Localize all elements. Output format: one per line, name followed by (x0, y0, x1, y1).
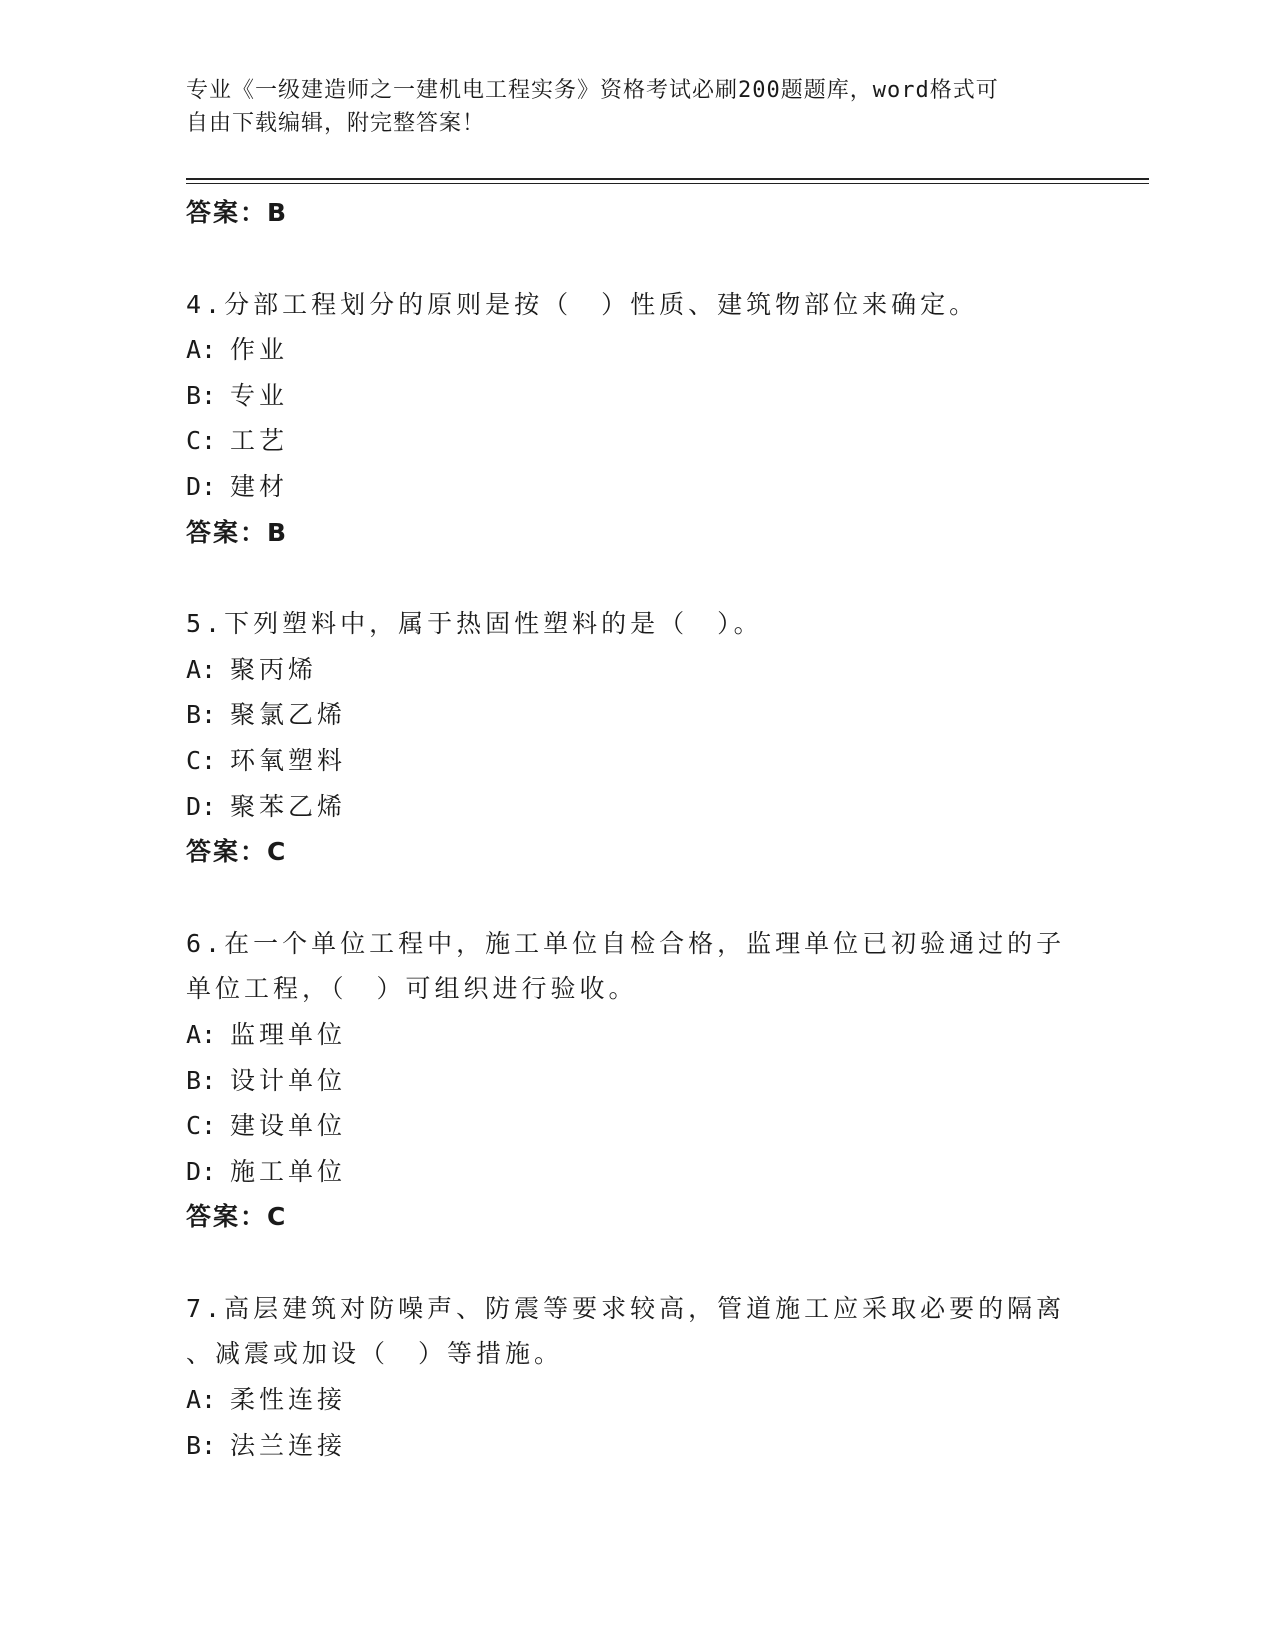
option-label: A: (186, 335, 217, 365)
option-label: A: (186, 1019, 217, 1049)
question-block (186, 921, 1086, 1240)
option-item (186, 1103, 1086, 1149)
option-label: D: (186, 791, 217, 821)
header-divider-thick (186, 178, 1149, 180)
option-item (186, 692, 1086, 738)
option-label: D: (186, 1156, 217, 1186)
option-label: C: (186, 1111, 217, 1141)
answer-line: 答案：B (186, 198, 289, 227)
option-text: 法兰连接 (230, 1430, 347, 1460)
header-line-1: 专业《一级建造师之一建机电工程实务》资格考试必刷200题题库，word格式可 (186, 78, 999, 103)
option-text: 专业 (230, 380, 289, 410)
option-text: 建材 (230, 471, 289, 501)
question-text: 7.高层建筑对防噪声、防震等要求较高，管道施工应采取必要的隔离 (186, 1293, 1066, 1323)
spacer (186, 555, 1086, 601)
spacer (186, 875, 1086, 921)
question-block (186, 1286, 1086, 1468)
question-list (186, 190, 1086, 1468)
option-item (186, 738, 1086, 784)
option-label: B: (186, 1430, 217, 1460)
option-text: 环氧塑料 (230, 745, 347, 775)
option-text: 施工单位 (230, 1156, 347, 1186)
header-line-2: 自由下载编辑，附完整答案！ (186, 111, 486, 136)
option-text: 建设单位 (230, 1111, 347, 1141)
option-text: 聚丙烯 (230, 654, 318, 684)
option-label: C: (186, 426, 217, 456)
answer-line: 答案：C (186, 837, 288, 867)
option-item (186, 647, 1086, 693)
option-label: D: (186, 471, 217, 501)
question-block (186, 282, 1086, 556)
option-item (186, 1012, 1086, 1058)
question-text: 6.在一个单位工程中，施工单位自检合格，监理单位已初验通过的子 (186, 928, 1066, 958)
question-text: 5.下列塑料中，属于热固性塑料的是（ ）。 (186, 609, 763, 639)
option-text: 工艺 (230, 426, 289, 456)
option-label: B: (186, 700, 217, 730)
question-text: 单位工程，（ ）可组织进行验收。 (186, 974, 638, 1004)
option-item (186, 418, 1086, 464)
option-item (186, 1423, 1086, 1469)
option-item (186, 373, 1086, 419)
option-text: 聚氯乙烯 (230, 700, 347, 730)
option-text: 作业 (230, 335, 289, 365)
option-label: C: (186, 745, 217, 775)
answer-line: 答案：B (186, 517, 289, 547)
option-label: B: (186, 380, 217, 410)
option-text: 聚苯乙烯 (230, 791, 347, 821)
option-label: B: (186, 1065, 217, 1095)
question-text: 4.分部工程划分的原则是按（ ）性质、建筑物部位来确定。 (186, 289, 979, 319)
option-label: A: (186, 1385, 217, 1415)
option-item (186, 784, 1086, 830)
option-item (186, 464, 1086, 510)
spacer (186, 1240, 1086, 1286)
option-text: 监理单位 (230, 1019, 347, 1049)
answer-line: 答案：C (186, 1202, 288, 1232)
question-block (186, 601, 1086, 875)
option-item (186, 1149, 1086, 1195)
option-label: A: (186, 654, 217, 684)
question-text: 、减震或加设（ ）等措施。 (186, 1339, 564, 1369)
header-divider-thin (186, 183, 1149, 184)
option-text: 设计单位 (230, 1065, 347, 1095)
document-header (186, 74, 1066, 140)
option-item (186, 1377, 1086, 1423)
option-item (186, 1058, 1086, 1104)
option-text: 柔性连接 (230, 1385, 347, 1415)
spacer (186, 236, 1086, 282)
option-item (186, 327, 1086, 373)
